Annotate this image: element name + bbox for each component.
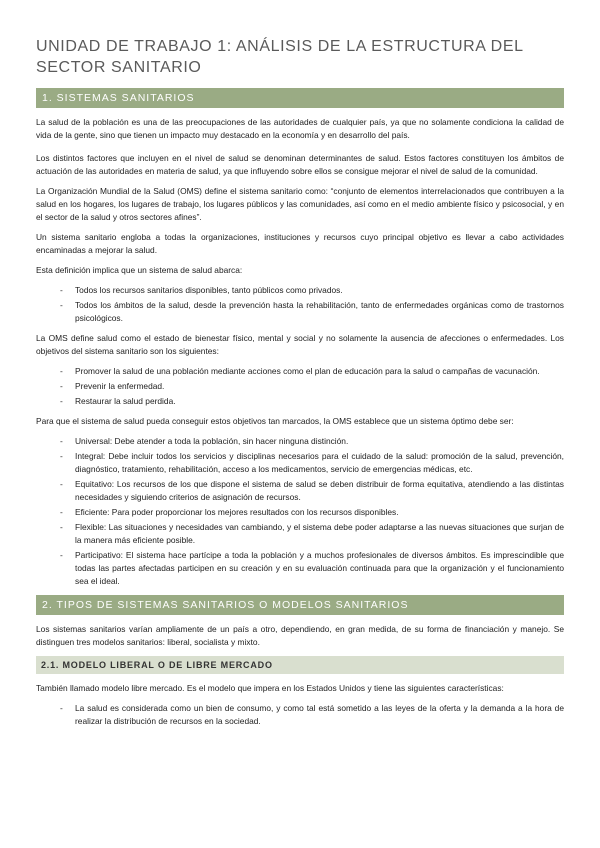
list-item: - Eficiente: Para poder proporcionar los mejores resultados con los recursos disponibles. — [60, 507, 399, 517]
list-objetivos — [36, 365, 564, 408]
list-item: - Integral: Debe incluir todos los servicios y disciplinas necesarios para el cuidado de la salud: promoción de la salud, prevención, diagnóstico, tratamiento, rehabilitación, acceso a los medicamentos, servicio de emergencias médicas, etc. — [60, 451, 564, 474]
paragraph: La Organización Mundial de la Salud (OMS) define el sistema sanitario como: “conjunto de elementos interrelacionados que contribuyen a la salud en los hogares, los lugares de trabajo, los lugares públicos y las comunidades, así como en el medio ambiente físico y psicosocial, y en el sector de la salud y otros sectores afines”. — [36, 186, 564, 222]
list-item: - Todos los recursos sanitarios disponibles, tanto públicos como privados. — [60, 285, 343, 295]
list-item: - La salud es considerada como un bien de consumo, y como tal está sometido a las leyes de la oferta y la demanda a la hora de realizar la distribución de recursos en la sociedad. — [60, 703, 564, 726]
section-heading-tipos: 2. TIPOS DE SISTEMAS SANITARIOS O MODELOS SANITARIOS — [36, 595, 564, 615]
paragraph: Para que el sistema de salud pueda conseguir estos objetivos tan marcados, la OMS establece que un sistema óptimo debe ser: — [36, 416, 514, 426]
paragraph: También llamado modelo libre mercado. Es el modelo que impera en los Estados Unidos y tiene las siguientes características: — [36, 683, 504, 693]
list-item: - Prevenir la enfermedad. — [60, 381, 165, 391]
list-item: - Restaurar la salud perdida. — [60, 396, 176, 406]
list-sistema-optimo — [36, 435, 564, 588]
list-abarca — [36, 284, 564, 325]
list-item: - Flexible: Las situaciones y necesidades van cambiando, y el sistema debe poder adaptarse a las nuevas situaciones que surjan de la manera más eficiente posible. — [60, 522, 564, 545]
section-heading-sistemas: 1. SISTEMAS SANITARIOS — [36, 88, 564, 108]
document-title: UNIDAD DE TRABAJO 1: ANÁLISIS DE LA ESTRUCTURA DEL SECTOR SANITARIO — [36, 38, 524, 76]
paragraph: Los sistemas sanitarios varían ampliamente de un país a otro, dependiendo, en gran medida, de su forma de financiación y manejo. Se distinguen tres modelos sanitarios: liberal, socialista y mixto. — [36, 624, 564, 647]
paragraph: Los distintos factores que incluyen en el nivel de salud se denominan determinantes de salud. Estos factores constituyen los ámbitos de actuación de las autoridades en materia de salud, ya que influyendo sobre ellos se consigue mejorar el nivel de salud de la comunidad. — [36, 153, 564, 176]
paragraph: Un sistema sanitario engloba a todas la organizaciones, instituciones y recursos cuyo principal objetivo es llevar a cabo actividades encaminadas a mejorar la salud. — [36, 232, 564, 255]
list-item: - Universal: Debe atender a toda la población, sin hacer ninguna distinción. — [60, 436, 349, 446]
subsection-heading-liberal: 2.1. MODELO LIBERAL O DE LIBRE MERCADO — [36, 656, 564, 674]
list-item: - Promover la salud de una población mediante acciones como el plan de educación para la salud o campañas de vacunación. — [60, 366, 540, 376]
list-item: - Todos los ámbitos de la salud, desde la prevención hasta la rehabilitación, tanto de enfermedades orgánicas como de trastornos psicológicos. — [60, 300, 564, 323]
list-item: - Participativo: El sistema hace partícipe a toda la población y a muchos profesionales de diversos ámbitos. Es imprescindible que todas las partes afectadas participen en su creación y en su evaluación continuada para que la organización y el funcionamiento sea el ideal. — [60, 550, 564, 586]
list-item: - Equitativo: Los recursos de los que dispone el sistema de salud se deben distribuir de forma equitativa, atendiendo a las distintas necesidades y siguiendo criterios de asignación de recursos. — [60, 479, 564, 502]
list-liberal — [36, 702, 564, 728]
paragraph: La OMS define salud como el estado de bienestar físico, mental y social y no solamente la ausencia de afecciones o enfermedades. Los objetivos del sistema sanitario son los siguientes: — [36, 333, 564, 356]
paragraph: La salud de la población es una de las preocupaciones de las autoridades de cualquier país, ya que no solamente condiciona la calidad de vida de la gente, sino que tienen un impacto muy destacado en la economía y en desarrollo del país. — [36, 117, 564, 140]
paragraph: Esta definición implica que un sistema de salud abarca: — [36, 265, 243, 275]
